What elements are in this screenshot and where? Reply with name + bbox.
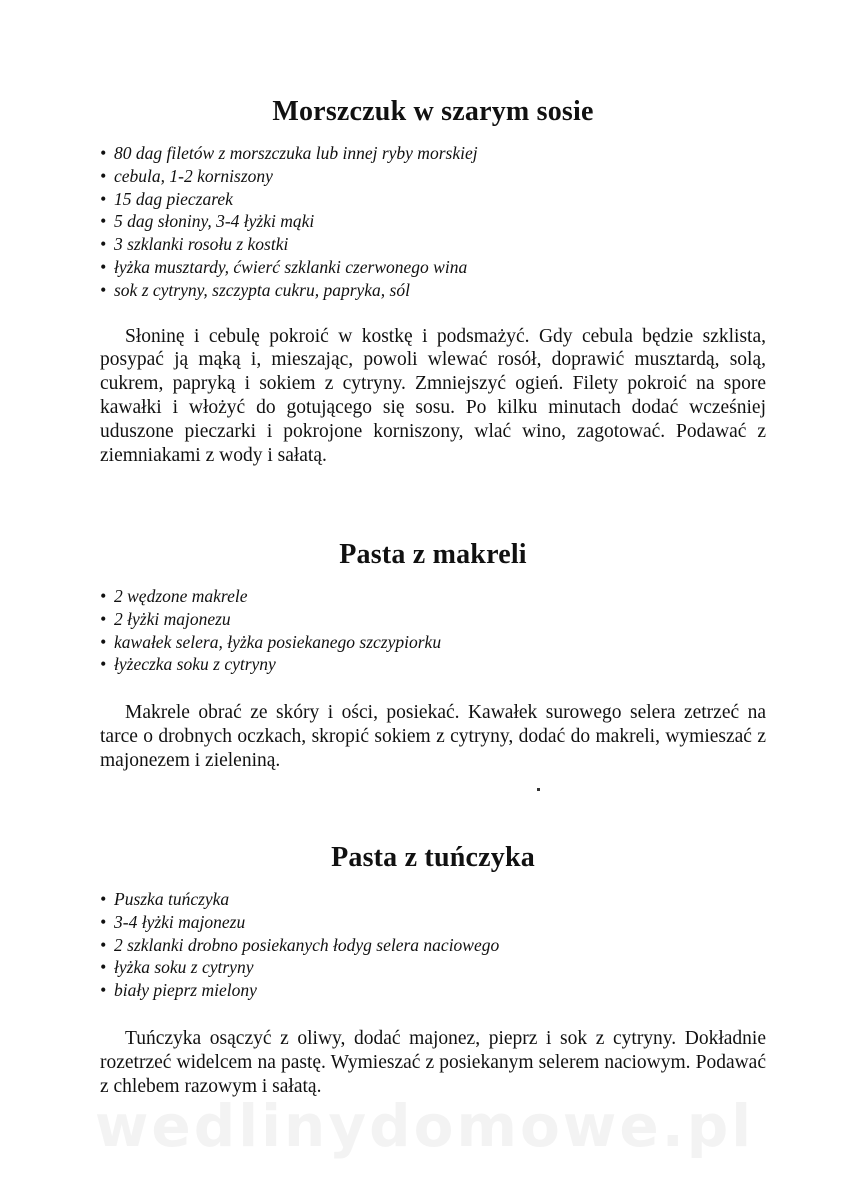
ingredient-item — [100, 210, 766, 233]
ingredient-item — [100, 585, 766, 608]
bullet-icon: • — [100, 279, 107, 300]
ingredient-text: biały pieprz mielony — [114, 980, 257, 1001]
ingredient-text: 3-4 łyżki majonezu — [114, 911, 246, 932]
bullet-icon: • — [100, 654, 107, 675]
recipe-method: Tuńczyka osączyć z oliwy, dodać majonez, pieprz i sok z cytryny. Dokładnie rozetrzeć widelcem na pastę. Wymieszać z posiekanym selerem naciowym. Podawać z chlebem razowym i sałatą. — [100, 1027, 766, 1097]
ingredient-list — [100, 888, 766, 1002]
ingredient-text: cebula, 1-2 korniszony — [114, 165, 273, 186]
ingredient-text: 2 szklanki drobno posiekanych łodyg selera naciowego — [114, 934, 500, 955]
ingredient-item — [100, 956, 766, 979]
bullet-icon: • — [100, 234, 107, 255]
ingredient-item — [100, 608, 766, 631]
bullet-icon: • — [100, 165, 107, 186]
ingredient-item — [100, 165, 766, 188]
ingredient-item — [100, 631, 766, 654]
bullet-icon: • — [100, 631, 107, 652]
recipe-method: Słoninę i cebulę pokroić w kostkę i podsmażyć. Gdy cebula będzie szklista, posypać ją mąką i, mieszając, powoli wlewać rosół, doprawić musztardą, solą, cukrem, papryką i sokiem z cytryny. Zmniejszyć ogień. Filety pokroić na spore kawałki i włożyć do gotującego się sosu. Po kilku minutach dodać wcześniej uduszone pieczarki i pokrojone korniszony, wlać wino, zagotować. Podawać z ziemniakami z wody i sałatą. — [100, 325, 766, 466]
ingredient-text: łyżeczka soku z cytryny — [114, 654, 276, 675]
bullet-icon: • — [100, 256, 107, 277]
ingredient-list — [100, 585, 766, 676]
ingredient-item — [100, 653, 766, 676]
ingredient-text: 3 szklanki rosołu z kostki — [114, 234, 289, 255]
ingredient-item — [100, 142, 766, 165]
ingredient-item — [100, 188, 766, 211]
ingredient-text: 2 wędzone makrele — [114, 586, 248, 606]
ingredient-text: łyżka soku z cytryny — [114, 957, 254, 978]
ingredient-text: Puszka tuńczyka — [114, 889, 230, 909]
ingredient-text: 80 dag filetów z morszczuka lub innej ryby morskiej — [114, 143, 478, 163]
ingredient-text: sok z cytryny, szczypta cukru, papryka, sól — [114, 279, 410, 300]
ingredient-text: 2 łyżki majonezu — [114, 608, 231, 629]
ingredient-item — [100, 911, 766, 934]
ingredient-list — [100, 142, 766, 302]
ingredient-item — [100, 279, 766, 302]
bullet-icon: • — [100, 911, 107, 932]
recipe-pasta-z-tunczyka — [100, 842, 766, 1098]
recipe-title: Morszczuk w szarym sosie — [272, 96, 594, 127]
ingredient-text: kawałek selera, łyżka posiekanego szczypiorku — [114, 631, 442, 652]
recipe-morszczuk — [100, 96, 766, 467]
ingredient-text: łyżka musztardy, ćwierć szklanki czerwonego wina — [114, 256, 468, 277]
ingredient-item — [100, 888, 766, 911]
ingredient-item — [100, 233, 766, 256]
bullet-icon: • — [100, 211, 107, 232]
bullet-icon: • — [100, 934, 107, 955]
print-speck — [537, 788, 540, 791]
recipe-title: Pasta z makreli — [339, 539, 527, 570]
ingredient-item — [100, 934, 766, 957]
ingredient-item — [100, 979, 766, 1002]
bullet-icon: • — [100, 586, 107, 606]
bullet-icon: • — [100, 188, 107, 209]
bullet-icon: • — [100, 143, 107, 163]
bullet-icon: • — [100, 608, 107, 629]
ingredient-text: 15 dag pieczarek — [114, 188, 233, 209]
recipe-pasta-z-makreli — [100, 539, 766, 773]
bullet-icon: • — [100, 889, 107, 909]
recipe-title: Pasta z tuńczyka — [331, 842, 535, 873]
watermark: wedlinydomowe.pl — [94, 1092, 755, 1160]
ingredient-item — [100, 256, 766, 279]
ingredient-text: 5 dag słoniny, 3-4 łyżki mąki — [114, 211, 315, 232]
recipe-method: Makrele obrać ze skóry i ości, posiekać. Kawałek surowego selera zetrzeć na tarce o drobnych oczkach, skropić sokiem z cytryny, dodać do makreli, wymieszać z majonezem i zieleniną. — [100, 702, 766, 771]
bullet-icon: • — [100, 980, 107, 1001]
bullet-icon: • — [100, 957, 107, 978]
